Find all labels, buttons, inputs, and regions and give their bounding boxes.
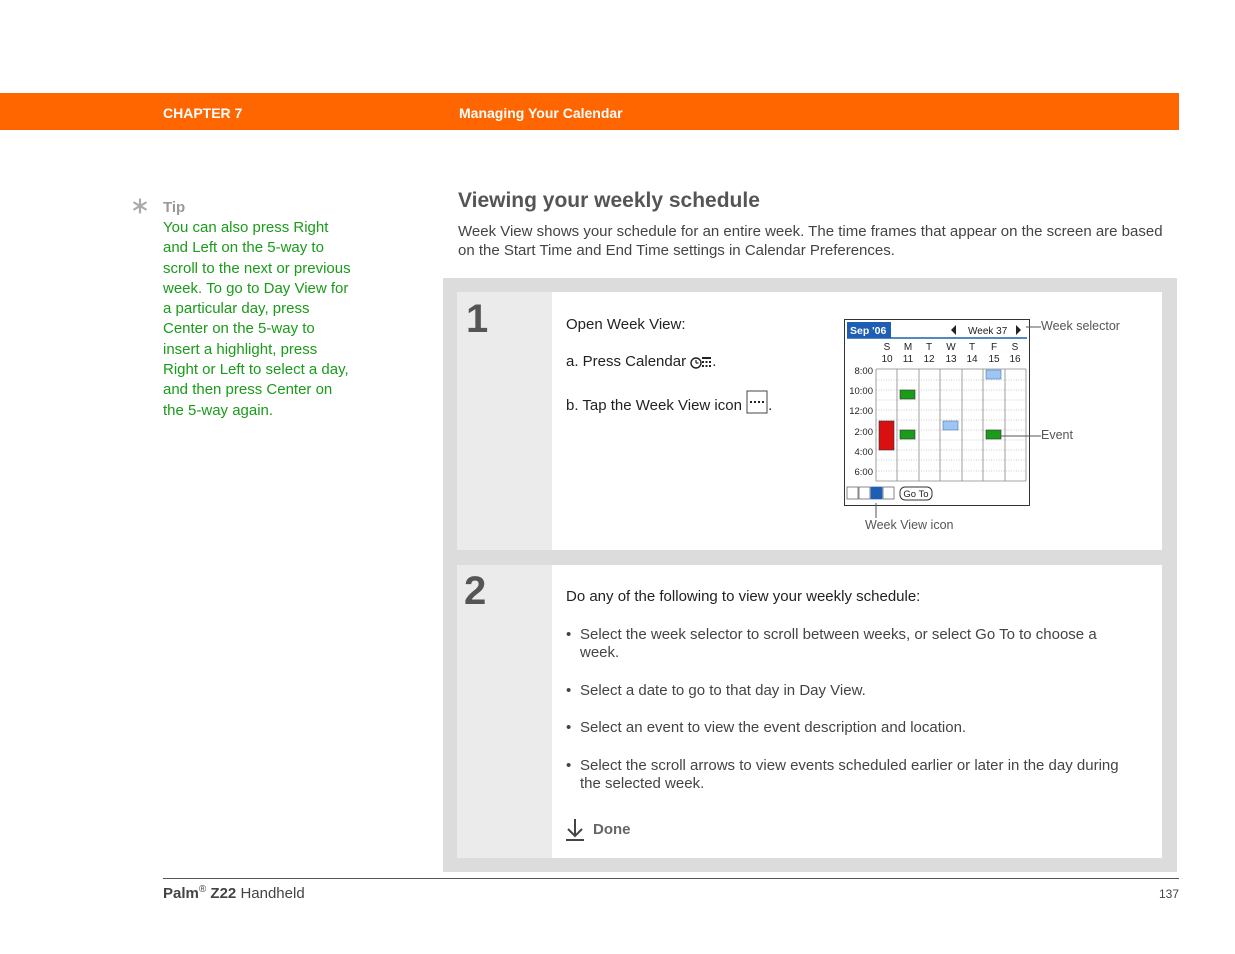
- day-number: 14: [966, 354, 978, 365]
- step-2-lead: Do any of the following to view your weekly schedule:: [566, 588, 921, 605]
- chapter-title: Managing Your Calendar: [459, 105, 623, 121]
- day-number: 16: [1009, 354, 1021, 365]
- day-number: 13: [945, 354, 957, 365]
- done-arrow-icon: [566, 818, 584, 842]
- step-1-number: 1: [466, 297, 489, 341]
- step-1-lead: Open Week View:: [566, 316, 686, 333]
- bullet-text: Select the scroll arrows to view events scheduled earlier or later in the day during the selected week.: [580, 757, 1119, 792]
- callout-week-selector: Week selector: [1041, 319, 1120, 333]
- step-2-bullet: [566, 719, 1136, 737]
- bullet-text: Select the week selector to scroll between weeks, or select Go To to choose a week.: [580, 626, 1097, 661]
- step-1-substep-b: [566, 390, 772, 414]
- section-heading: Viewing your weekly schedule: [458, 189, 760, 212]
- day-letter: F: [990, 342, 998, 353]
- step-1-substep-a-text: a. Press Calendar: [566, 353, 687, 370]
- chapter-label: CHAPTER 7: [163, 105, 243, 121]
- week-selector-label: Week 37: [968, 326, 1008, 337]
- day-letter: S: [1011, 342, 1019, 353]
- day-number: 10: [881, 354, 893, 365]
- section-intro: Week View shows your schedule for an entire week. The time frames that appear on the screen are based on the Start Time and End Time settings in Calendar Preferences.: [458, 223, 1163, 259]
- footer-model: Z22: [210, 885, 237, 902]
- callout-week-view-icon: Week View icon: [865, 518, 954, 532]
- done-label: Done: [593, 821, 631, 838]
- tip-text: You can also press Right and Left on the 5-way to scroll to the next or previous week. To go to Day View for a particular day, press Center on the 5-way to insert a highlight, press Right or Left to select a day, and then press Center on the 5-way again.: [163, 219, 351, 419]
- footer-rule: [163, 878, 1179, 879]
- time-label: 10:00: [849, 386, 873, 397]
- calendar-button-icon: [690, 354, 712, 370]
- week-view-icon: [746, 390, 768, 414]
- step-1-substep-b-text: b. Tap the Week View icon: [566, 397, 742, 414]
- goto-button-label: Go To: [903, 489, 929, 500]
- time-label: 2:00: [854, 427, 873, 438]
- step-1-substep-a: [566, 353, 716, 370]
- time-label: 8:00: [854, 366, 873, 377]
- bullet-dot: •: [566, 682, 572, 699]
- day-letter: W: [946, 342, 956, 353]
- footer-brand: Palm: [163, 885, 199, 902]
- asterisk-icon: [132, 198, 148, 214]
- page-number: 137: [1158, 887, 1179, 901]
- month-tab-label: Sep '06: [850, 325, 887, 337]
- list-view-icon: [847, 487, 858, 499]
- day-number: 12: [923, 354, 935, 365]
- footer-product: [163, 884, 305, 902]
- time-label: 4:00: [854, 447, 873, 458]
- period: .: [712, 353, 717, 370]
- day-letter: M: [903, 342, 913, 353]
- callout-lines: [860, 320, 1050, 520]
- bullet-text: Select a date to go to that day in Day View.: [580, 682, 866, 699]
- day-number: 15: [988, 354, 1000, 365]
- bullet-dot: •: [566, 757, 572, 774]
- step-2-bullet: [566, 682, 1136, 700]
- tip-label: Tip: [163, 199, 186, 216]
- step-2-number: 2: [464, 569, 487, 613]
- step-2-bullet: [566, 757, 1136, 793]
- step-2-bullet: [566, 626, 1136, 662]
- day-letter: T: [968, 342, 976, 353]
- day-letter: S: [883, 342, 891, 353]
- callout-event: Event: [1041, 428, 1073, 442]
- period: .: [768, 397, 773, 414]
- footer-product-name: Handheld: [240, 885, 305, 902]
- step-2-content: [552, 565, 1162, 858]
- bullet-dot: •: [566, 626, 572, 643]
- footer-reg: ®: [198, 884, 207, 895]
- bullet-text: Select an event to view the event description and location.: [580, 719, 967, 736]
- day-letter: T: [925, 342, 933, 353]
- bullet-dot: •: [566, 719, 572, 736]
- time-label: 6:00: [854, 467, 873, 478]
- day-number: 11: [902, 354, 914, 365]
- time-label: 12:00: [849, 406, 873, 417]
